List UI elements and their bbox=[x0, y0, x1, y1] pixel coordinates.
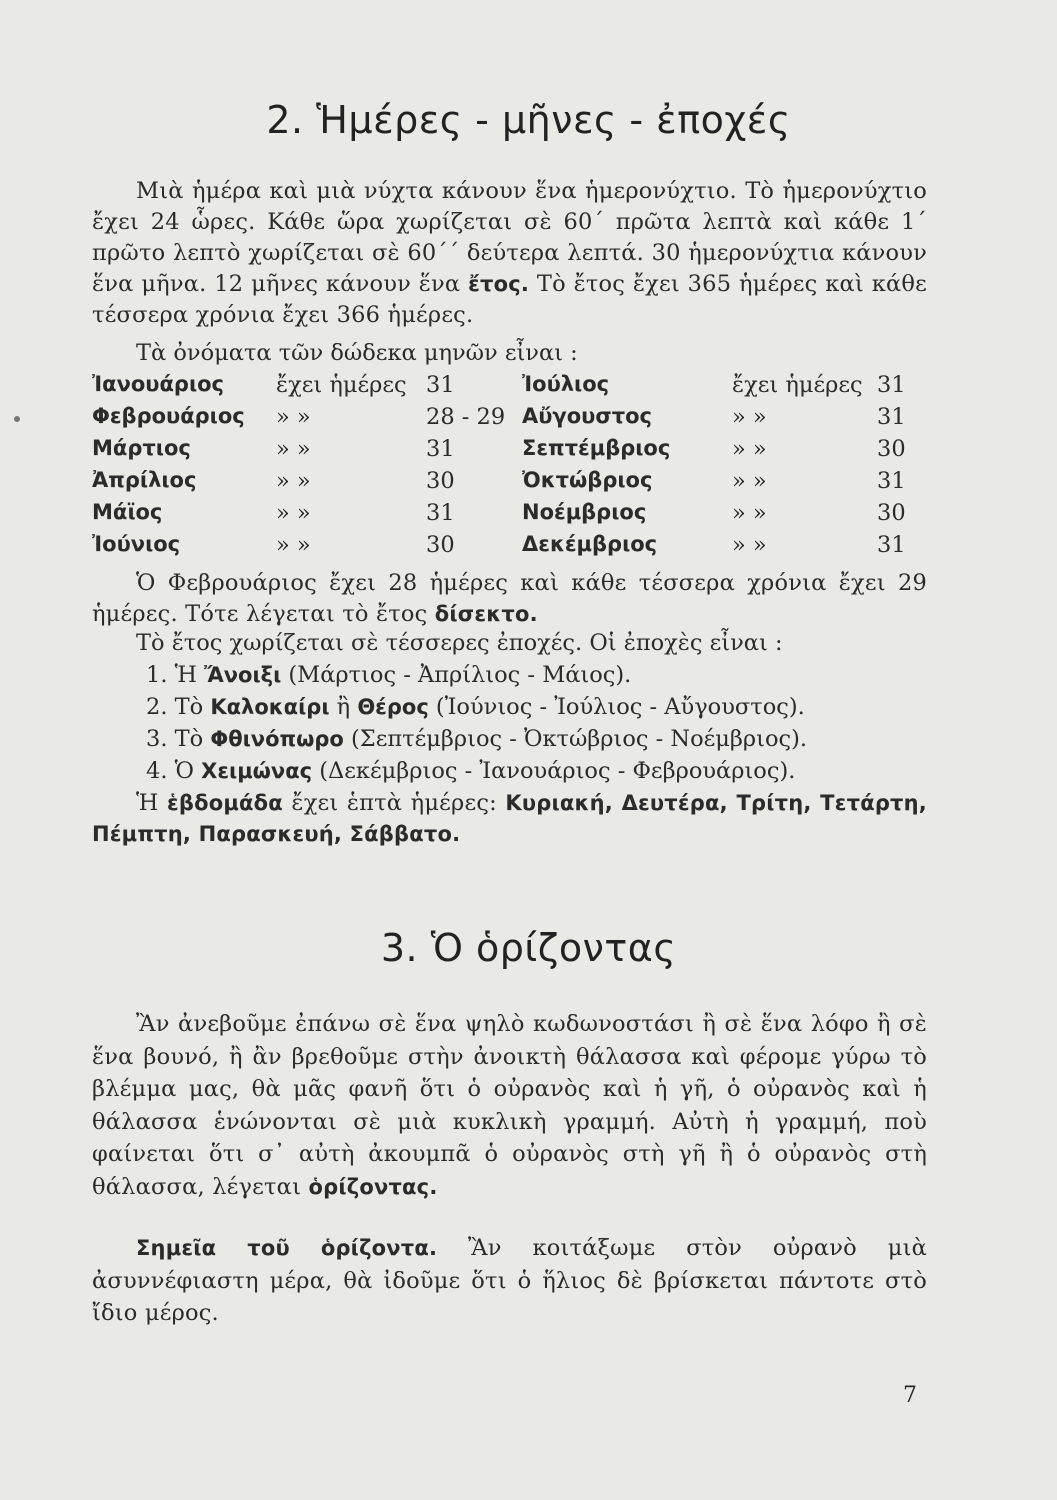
page-number: 7 bbox=[903, 1383, 917, 1408]
week-mid: ἔχει ἑπτὰ ἡμέρες: bbox=[291, 790, 497, 816]
month-days-left: 30 bbox=[426, 468, 455, 494]
month-days-right: 30 bbox=[877, 500, 906, 526]
month-has-left: » » bbox=[276, 500, 311, 526]
season-bold2: Θέρος bbox=[357, 695, 429, 719]
month-days-left: 28 - 29 bbox=[426, 404, 506, 430]
intro-text-1: Μιὰ ἡμέρα καὶ μιὰ νύχτα κάνουν ἕνα ἡμερονύχτιο. Τὸ ἡμερονύχτιο ἔχει 24 ὧρες. Κάθε ὥρα χωρίζεται σὲ 60΄ πρῶτα λεπτὰ καὶ κάθε 1΄ πρῶτο λεπτὸ χωρίζεται σὲ 60΄΄ δεύτερα λεπτά. 30 ἡμερονύχτια κάνουν ἕνα μῆνα. 12 μῆνες κάνουν ἕνα bbox=[92, 178, 927, 297]
season-post: (Σεπτέμβριος - Ὀκτώβριος - Νοέμβριος). bbox=[351, 726, 808, 752]
month-days-right: 30 bbox=[877, 436, 906, 462]
month-name-left: Ἀπρίλιος bbox=[92, 468, 197, 492]
season-pre: 1. Ἡ bbox=[146, 662, 197, 688]
season-post: (Δεκέμβριος - Ἰανουάριος - Φεβρουάριος). bbox=[319, 758, 796, 784]
season-mid: ἢ bbox=[336, 694, 351, 720]
season-post: (Ἰούνιος - Ἰούλιος - Αὔγουστος). bbox=[435, 694, 805, 720]
month-name-left: Μάρτιος bbox=[92, 436, 191, 460]
month-has-right: » » bbox=[732, 404, 767, 430]
week-pre: Ἡ bbox=[136, 790, 159, 816]
month-name-left: Ἰούνιος bbox=[92, 532, 181, 556]
month-days-right: 31 bbox=[877, 468, 906, 494]
month-has-left: » » bbox=[276, 468, 311, 494]
month-has-right: » » bbox=[732, 468, 767, 494]
section-3-title: 3. Ὁ ὁρίζοντας bbox=[380, 926, 677, 970]
horizon-points-paragraph bbox=[92, 1232, 927, 1330]
month-name-left: Φεβρουάριος bbox=[92, 404, 245, 428]
horizon-points-heading: Σημεῖα τοῦ ὁρίζοντα. bbox=[136, 1236, 438, 1260]
horizon-points-text: Ἂν κοιτάξωμε στὸν οὐρανὸ μιὰ ἀσυννέφιαστη μέρα, θὰ ἰδοῦμε ὅτι ὁ ἥλιος δὲ βρίσκεται πάντοτε στὸ ἴδιο μέρος. bbox=[92, 1235, 927, 1326]
season-pre: 4. Ὁ bbox=[146, 758, 194, 784]
season-bold: Φθινόπωρο bbox=[210, 727, 344, 751]
month-has-right: » » bbox=[732, 500, 767, 526]
month-name-left: Ἰανουάριος bbox=[92, 372, 225, 396]
month-days-left: 31 bbox=[426, 372, 455, 398]
month-row bbox=[92, 436, 932, 466]
february-paragraph bbox=[92, 568, 927, 630]
february-text: Ὁ Φεβρουάριος ἔχει 28 ἡμέρες καὶ κάθε τέσσερα χρόνια ἔχει 29 ἡμέρες. Τότε λέγεται τὸ ἔτος bbox=[92, 570, 927, 627]
month-row bbox=[92, 500, 932, 530]
margin-dot bbox=[14, 416, 20, 422]
section-2-intro bbox=[92, 176, 927, 331]
horizon-text: Ἂν ἀνεβοῦμε ἐπάνω σὲ ἕνα ψηλὸ κωδωνοστάσι ἢ σὲ ἕνα λόφο ἢ σὲ ἕνα βουνό, ἢ ἂν βρεθοῦμε στὴν ἀνοικτὴ θάλασσα καὶ φέρομε γύρω τὸ βλέμμα μας, θὰ μᾶς φανῆ ὅτι ὁ οὐρανὸς καὶ ἡ γῆ, ὁ οὐρανὸς καὶ ἡ θάλασσα ἑνώνονται σὲ μιὰ κυκλικὴ γραμμή. Αὐτὴ ἡ γραμμή, ποὺ φαίνεται ὅτι σ᾽ αὐτὴ ἀκουμπᾶ ὁ οὐρανὸς στὴ γῆ ἢ ὁ οὐρανὸς στὴ θάλασσα, λέγεται bbox=[92, 1011, 927, 1200]
season-item bbox=[146, 694, 986, 720]
month-has-right: » » bbox=[732, 532, 767, 558]
week-days: Κυριακή, Δευτέρα, Τρίτη, Τετάρτη, Πέμπτη, Παρασκευή, Σάββατο. bbox=[92, 791, 927, 846]
month-has-left: » » bbox=[276, 532, 311, 558]
month-days-left: 31 bbox=[426, 500, 455, 526]
horizon-paragraph bbox=[92, 1008, 927, 1203]
intro-bold-year: ἔτος. bbox=[468, 272, 530, 296]
month-has-left: ἔχει ἡμέρες bbox=[276, 372, 407, 398]
horizon-term: ὁρίζοντας. bbox=[308, 1174, 438, 1199]
month-has-left: » » bbox=[276, 404, 311, 430]
month-has-left: » » bbox=[276, 436, 311, 462]
season-bold: Χειμώνας bbox=[201, 759, 313, 783]
month-row bbox=[92, 468, 932, 498]
month-days-left: 31 bbox=[426, 436, 455, 462]
month-name-right: Ὀκτώβριος bbox=[522, 468, 653, 492]
week-term: ἑβδομάδα bbox=[167, 791, 283, 815]
month-name-right: Σεπτέμβριος bbox=[522, 436, 671, 460]
month-row bbox=[92, 404, 932, 434]
month-days-right: 31 bbox=[877, 532, 906, 558]
season-pre: 2. Τὸ bbox=[146, 694, 204, 720]
season-bold: Ἄνοιξι bbox=[204, 663, 282, 687]
months-intro: Τὰ ὀνόματα τῶν δώδεκα μηνῶν εἶναι : bbox=[136, 340, 578, 366]
season-item bbox=[146, 662, 986, 688]
month-name-right: Ἰούλιος bbox=[522, 372, 610, 396]
season-item bbox=[146, 758, 986, 784]
month-has-right: » » bbox=[732, 436, 767, 462]
section-2-title: 2. Ἡμέρες - μῆνες - ἐποχές bbox=[266, 98, 791, 142]
month-name-right: Νοέμβριος bbox=[522, 500, 647, 524]
month-row bbox=[92, 372, 932, 402]
intro-text-2: Τὸ ἔτος ἔχει 365 ἡμέρες καὶ κάθε τέσσερα χρόνια ἔχει 366 ἡμέρες. bbox=[92, 271, 927, 328]
month-name-right: Δεκέμβριος bbox=[522, 532, 658, 556]
month-name-left: Μάϊος bbox=[92, 500, 163, 524]
month-days-right: 31 bbox=[877, 404, 906, 430]
month-row bbox=[92, 532, 932, 562]
month-has-right: ἔχει ἡμέρες bbox=[732, 372, 863, 398]
week-paragraph bbox=[92, 788, 927, 850]
seasons-intro: Τὸ ἔτος χωρίζεται σὲ τέσσερες ἐποχές. Οἱ ἐποχὲς εἶναι : bbox=[136, 630, 783, 656]
month-days-left: 30 bbox=[426, 532, 455, 558]
season-item bbox=[146, 726, 986, 752]
month-days-right: 31 bbox=[877, 372, 906, 398]
season-pre: 3. Τὸ bbox=[146, 726, 204, 752]
month-name-right: Αὔγουστος bbox=[522, 404, 652, 428]
leap-year-term: δίσεκτο. bbox=[434, 602, 538, 626]
season-post: (Μάρτιος - Ἀπρίλιος - Μάιος). bbox=[288, 662, 632, 688]
season-bold: Καλοκαίρι bbox=[210, 695, 330, 719]
